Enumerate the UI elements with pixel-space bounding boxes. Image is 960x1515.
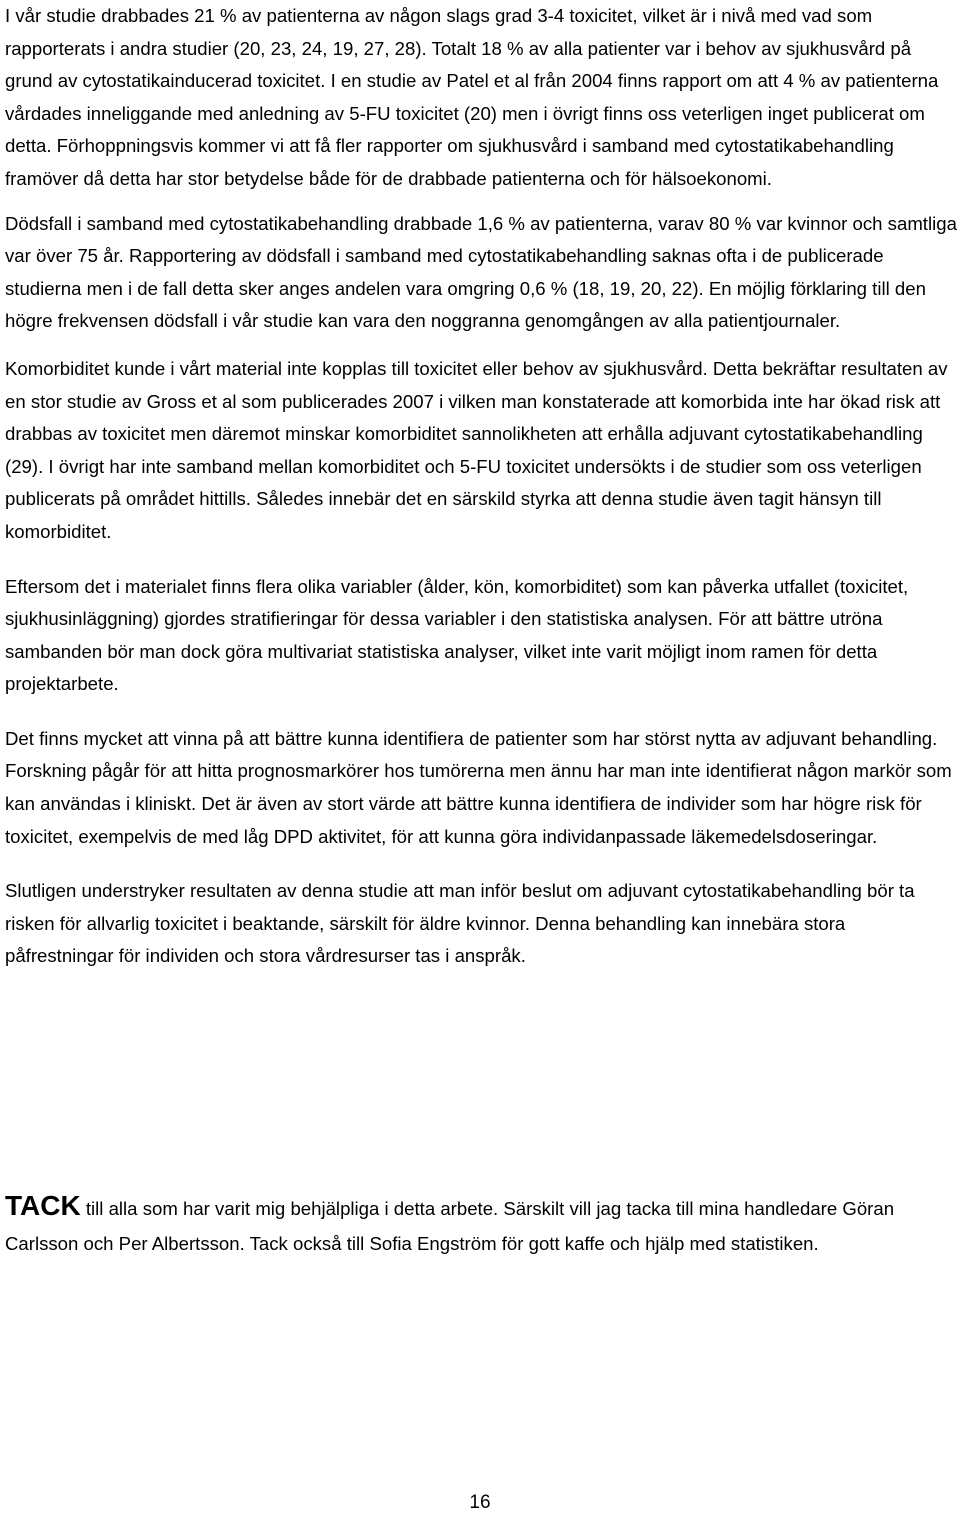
paragraph-identification: Det finns mycket att vinna på att bättre kunna identifiera de patienter som har störst nytta av adjuvant behandling. Forskning pågår för att hitta prognosmarkörer hos tumörerna men ännu har man inte identifierat någon markör som kan användas i kliniskt. Det är även av stort värde att bättre kunna identifiera de individer som har högre risk för toxicitet, exempelvis de med låg DPD aktivitet, för att kunna göra individanpassade läkemedelsdoseringar. <box>5 727 952 847</box>
body-text <box>5 0 957 973</box>
page-number: 16 <box>469 1492 491 1513</box>
paragraph-comorbidity: Komorbiditet kunde i vårt material inte kopplas till toxicitet eller behov av sjukhusvård. Detta bekräftar resultaten av en stor studie av Gross et al som publicerades 2007 i vilken man konstaterade att komorbida inte har ökad risk att drabbas av toxicitet men däremot minskar komorbiditet sannolikheten att erhålla adjuvant cytostatikabehandling (29). I övrigt har inte samband mellan komorbiditet och 5-FU toxicitet undersökts i de studier som oss veterligen publicerats på området hittills. Således innebär det en särskild styrka att denna studie även tagit hänsyn till komorbiditet. <box>5 357 948 542</box>
paragraph-deaths: Dödsfall i samband med cytostatikabehandling drabbade 1,6 % av patienterna, varav 80 % var kvinnor och samtliga var över 75 år. Rapportering av dödsfall i samband med cytostatikabehandling saknas ofta i de publicerade studierna men i de fall detta sker anges andelen vara omgring 0,6 % (18, 19, 20, 22). En möjlig förklaring till den högre frekvensen dödsfall i vår studie kan vara den noggranna genomgången av alla patientjournaler. <box>5 212 957 332</box>
paragraph-toxicity: I vår studie drabbades 21 % av patienterna av någon slags grad 3-4 toxicitet, vilket är i nivå med vad som rapporterats i andra studier (20, 23, 24, 19, 27, 28). Totalt 18 % av alla patienter var i behov av sjukhusvård på grund av cytostatikainducerad toxicitet. I en studie av Patel et al från 2004 finns rapport om att 4 % av patienterna vårdades inneliggande med anledning av 5-FU toxicitet (20) men i övrigt finns oss veterligen inget publicerat om detta. Förhoppningsvis kommer vi att få fler rapporter om sjukhusvård i samband med cytostatikabehandling framöver då detta har stor betydelse både för de drabbade patienterna och för hälsoekonomi. <box>5 5 939 189</box>
acknowledgement-heading: TACK <box>5 1190 81 1221</box>
acknowledgement-text: till alla som har varit mig behjälpliga i detta arbete. Särskilt vill jag tacka till mina handledare Göran Carlsson och Per Albertsson. Tack också till Sofia Engström för gott kaffe och hjälp med statistiken. <box>5 1198 895 1254</box>
paragraph-conclusion: Slutligen understryker resultaten av denna studie att man inför beslut om adjuvant cytostatikabehandling bör ta risken för allvarlig toxicitet i beaktande, särskilt för äldre kvinnor. Denna behandling kan innebära stora påfrestningar för individen och stora vårdresurser tas i anspråk. <box>5 880 915 967</box>
paragraph-statistics: Eftersom det i materialet finns flera olika variabler (ålder, kön, komorbiditet) som kan påverka utfallet (toxicitet, sjukhusinläggning) gjordes stratifieringar för dessa variabler i den statistiska analysen. För att bättre utröna sambanden bör man dock göra multivariat statistiska analyser, vilket inte varit möjligt inom ramen för detta projektarbete. <box>5 575 909 695</box>
acknowledgement <box>5 1188 957 1261</box>
